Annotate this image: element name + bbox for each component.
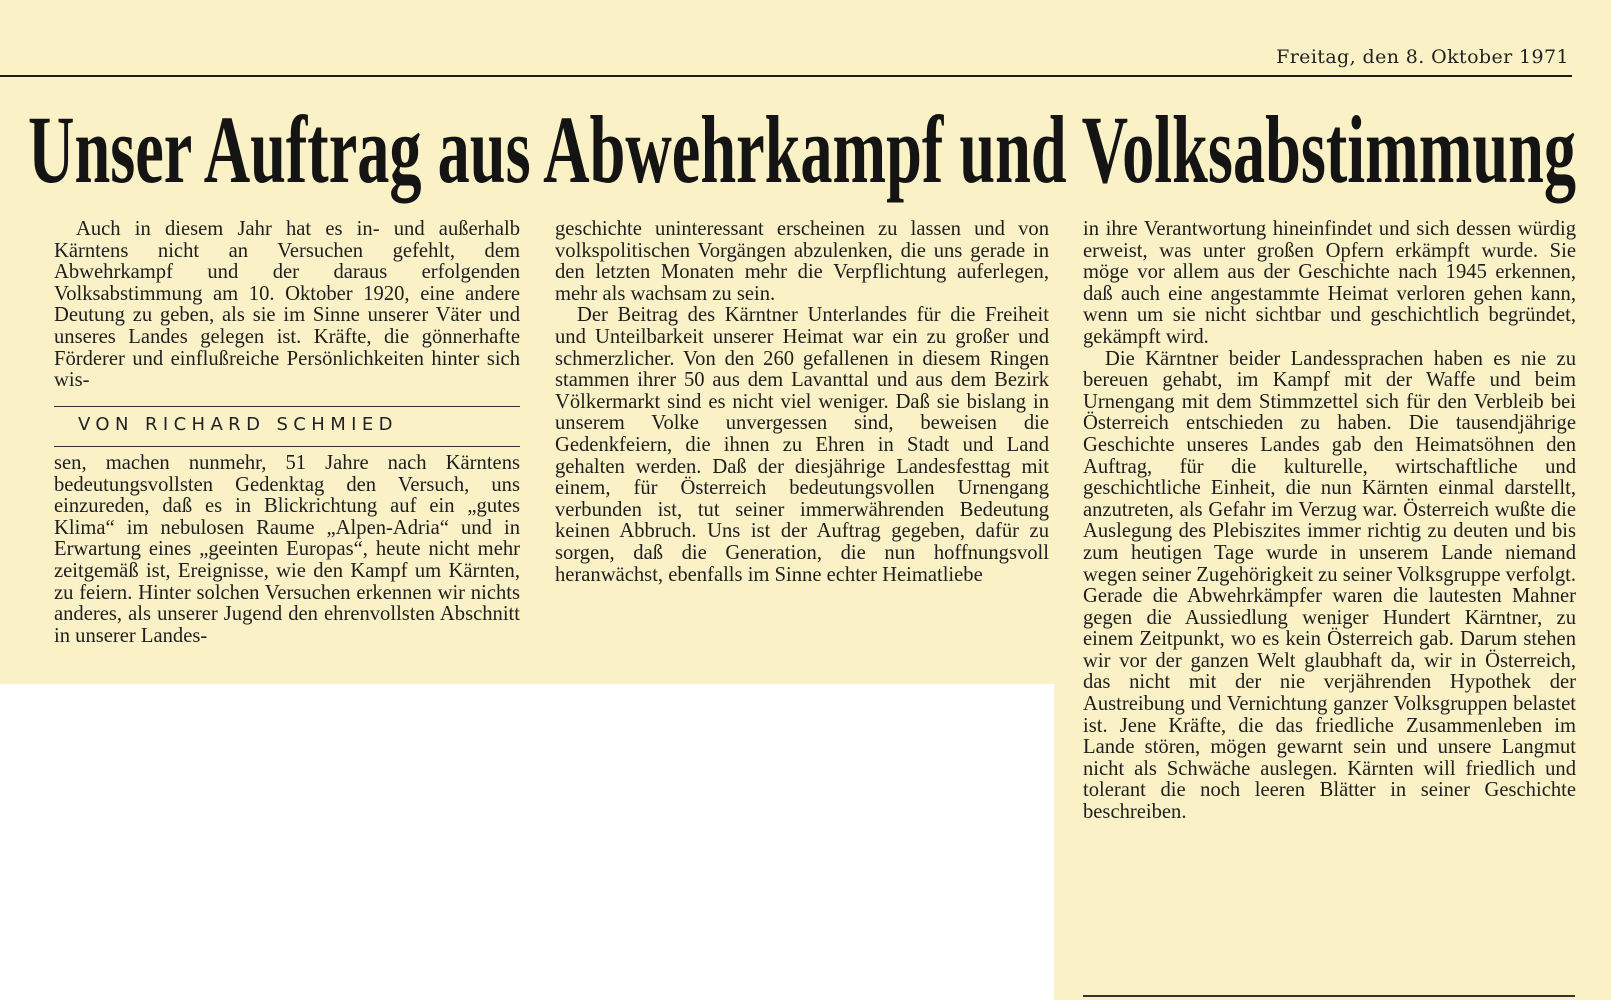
byline (54, 406, 520, 447)
headline (28, 96, 1580, 208)
paragraph: Auch in diesem Jahr hat es in- und außerhalb Kärntens nicht an Versuchen gefehlt, dem Abwehrkampf und der daraus erfolgenden Volksabstimmung am 10. Oktober 1920, eine andere Deutung zu geben, als sie im Sinne unserer Väter und unseres Landes gelegen ist. Kräfte, die gönnerhafte Förderer und einflußreiche Persönlichkeiten hinter sich wis- (54, 218, 520, 392)
column-1-top (54, 219, 520, 392)
column-3 (1083, 219, 1576, 824)
headline-text: Unser Auftrag aus Abwehrkampf und Volksabstimmung (28, 96, 1576, 203)
paragraph: in ihre Verantwortung hineinfindet und sich dessen würdig erweist, was unter großen Opfern erkämpft wurde. Sie möge vor allem aus der Geschichte nach 1945 erkennen, daß auch eine angestammte Heimat verloren gehen kann, wenn um sie nicht sichtbar und geschichtlich begründet, gekämpft wird. (1083, 218, 1576, 348)
column-1-bottom (54, 453, 520, 647)
paragraph: Die Kärntner beider Landessprachen haben es nie zu bereuen gehabt, im Kampf mit der Waffe und beim Urnengang mit dem Stimmzettel sich für den Verbleib bei Österreich entschieden zu haben. Die tausendjährige Geschichte unseres Landes gab den Heimatsöhnen den Auftrag, für die kulturelle, wirtschaftliche und geschichtliche Einheit, die nun Kärnten einmal darstellt, anzutreten, als Gefahr im Verzug war. Österreich wußte die Auslegung des Plebiszites immer richtig zu deuten und bis zum heutigen Tage wurde in unserem Lande niemand wegen seiner Zugehörigkeit zu seiner Volksgruppe verfolgt. Gerade die Abwehrkämpfer waren die lautesten Mahner gegen die Aussiedlung weniger Hundert Kärntner, zu einem Zeitpunkt, wo es kein Österreich gab. Darum stehen wir vor der ganzen Welt glaubhaft da, wir in Österreich, das nicht mit der nie verjährenden Hypothek der Austreibung und Vernichtung ganzer Volksgruppen belastet ist. Jene Kräfte, die das friedliche Zusammenleben im Lande stören, mögen gewarnt sein und unsere Langmut nicht als Schwäche auslegen. Kärnten will friedlich und tolerant die noch leeren Blätter in seiner Geschichte beschreiben. (1083, 347, 1576, 824)
top-rule (0, 75, 1572, 77)
paragraph: sen, machen nunmehr, 51 Jahre nach Kärntens bedeutungsvollsten Gedenktag den Versuch, uns einzureden, daß es in Blickrichtung auf ein „gutes Klima“ im nebulosen Raume „Alpen-Adria“ und in Erwartung eines „geeinten Europas“, heute nicht mehr zeitgemäß ist, Ereignisse, wie den Kampf um Kärnten, zu feiern. Hinter solchen Versuchen erkennen wir nichts anderes, als unserer Jugend den ehrenvollsten Abschnitt in unserer Landes- (54, 452, 520, 647)
paragraph: geschichte uninteressant erscheinen zu lassen und von volkspolitischen Vorgängen abzulenken, die uns gerade in den letzten Monaten mehr die Verpflichtung auferlegen, mehr als wachsam zu sein. (555, 218, 1049, 305)
column-2 (555, 219, 1049, 586)
paragraph: Der Beitrag des Kärntner Unterlandes für die Freiheit und Unteilbarkeit unserer Heimat war ein zu großer und schmerzlicher. Von den 260 gefallenen in diesem Ringen stammen ihrer 50 aus dem Lavanttal und aus dem Bezirk Völkermarkt sind es nicht viel weniger. Daß sie bislang in unserem Volke unvergessen sind, beweisen die Gedenkfeiern, die ihnen zu Ehren in Stadt und Land gehalten werden. Daß der diesjährige Landesfesttag mit einem, für Österreich bedeutungsvollen Urnengang verbunden ist, tut seiner immerwährenden Bedeutung keinen Abbruch. Uns ist der Auftrag gegeben, dafür zu sorgen, daß die Generation, die nun hoffnungsvoll heranwächst, ebenfalls im Sinne echter Heimatliebe (555, 304, 1049, 586)
issue-date: Freitag, den 8. Oktober 1971 (1276, 46, 1569, 68)
bottom-rule (1083, 995, 1575, 997)
byline-text: VON RICHARD SCHMIED (78, 414, 398, 435)
